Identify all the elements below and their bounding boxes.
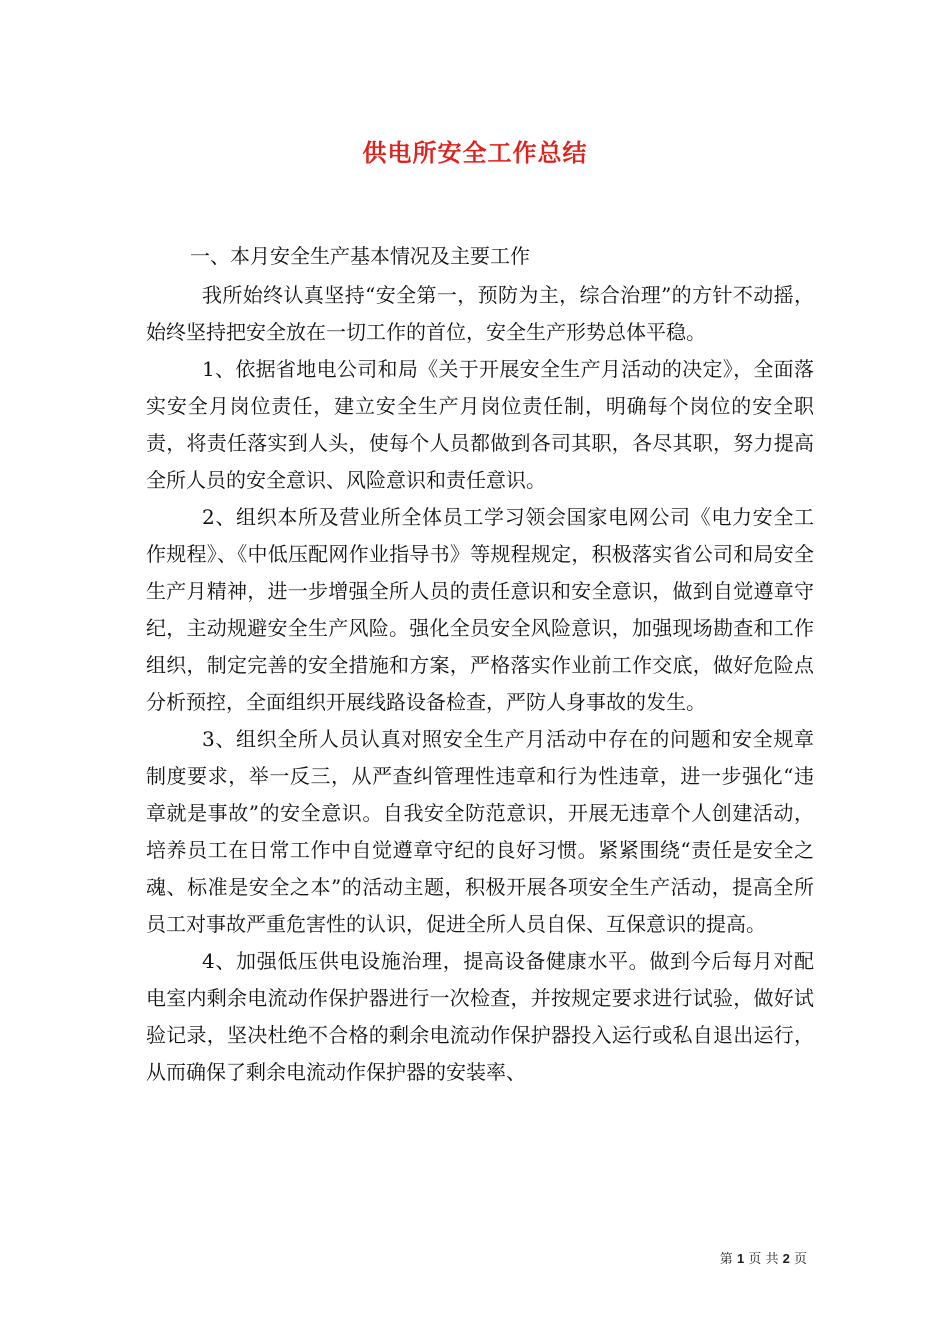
page-number-footer xyxy=(720,1248,807,1267)
footer-total-pages: 2 xyxy=(782,1251,790,1266)
paragraph-item-4: 4、加强低压供电设施治理，提高设备健康水平。做到今后每月对配电室内剩余电流动作保护器进行一次检查，并按规定要求进行试验，做好试验记录，坚决杜绝不合格的剩余电流动作保护器投入运行或私自退出运行，从而确保了剩余电流动作保护器的安装率、 xyxy=(146,949,814,1084)
document-title: 供电所安全工作总结 xyxy=(362,138,588,167)
paragraph-item-2: 2、组织本所及营业所全体员工学习领会国家电网公司《电力安全工作规程》、《中低压配网作业指导书》等规程规定，积极落实省公司和局安全生产月精神，进一步增强全所人员的责任意识和安全意识，做到自觉遵章守纪，主动规避安全生产风险。强化全员安全风险意识，加强现场勘查和工作组织，制定完善的安全措施和方案，严格落实作业前工作交底，做好危险点分析预控，全面组织开展线路设备检查，严防人身事故的发生。 xyxy=(146,505,814,714)
paragraph-item-1: 1、依据省地电公司和局《关于开展安全生产月活动的决定》，全面落实安全月岗位责任，建立安全生产月岗位责任制，明确每个岗位的安全职责，将责任落实到人头，使每个人员都做到各司其职，各尽其职，努力提高全所人员的安全意识、风险意识和责任意识。 xyxy=(146,357,814,492)
footer-middle: 页 共 xyxy=(748,1252,779,1267)
footer-suffix: 页 xyxy=(793,1252,807,1267)
footer-prefix: 第 xyxy=(719,1252,733,1267)
paragraph-intro: 我所始终认真坚持“安全第一，预防为主，综合治理”的方针不动摇，始终坚持把安全放在一切工作的首位，安全生产形势总体平稳。 xyxy=(146,283,814,344)
paragraph-item-3: 3、组织全所人员认真对照安全生产月活动中存在的问题和安全规章制度要求，举一反三，从严查纠管理性违章和行为性违章，进一步强化“违章就是事故”的安全意识。自我安全防范意识，开展无违章个人创建活动，培养员工在日常工作中自觉遵章守纪的良好习惯。紧紧围绕“责任是安全之魂、标准是安全之本”的活动主题，积极开展各项安全生产活动，提高全所员工对事故严重危害性的认识，促进全所人员自保、互保意识的提高。 xyxy=(146,727,814,936)
footer-current-page: 1 xyxy=(736,1251,745,1266)
section-heading: 一、本月安全生产基本情况及主要工作 xyxy=(190,244,530,268)
document-body xyxy=(146,241,814,1091)
